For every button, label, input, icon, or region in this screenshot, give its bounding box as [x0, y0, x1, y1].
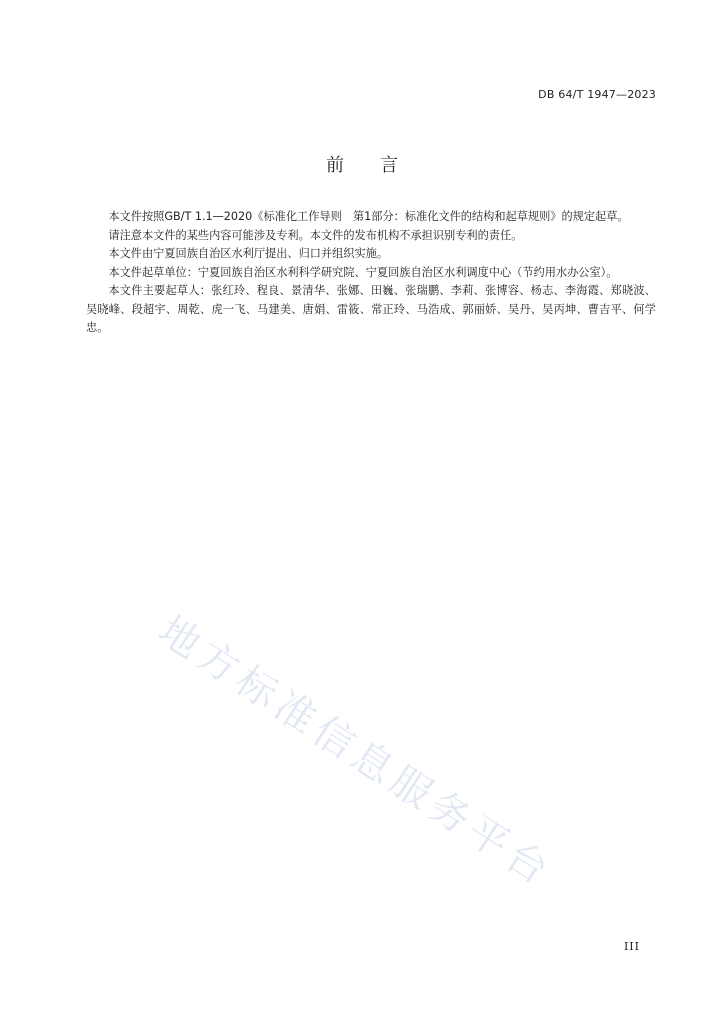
foreword-body: [86, 208, 656, 338]
paragraph-patent-notice: 请注意本文件的某些内容可能涉及专利。本文件的发布机构不承担识别专利的责任。: [108, 228, 523, 242]
page-title: 前言: [326, 155, 434, 176]
paragraph-drafters: 本文件主要起草人：张红玲、程良、景清华、张娜、田巍、张瑞鹏、李莉、张博容、杨志、李海霞、郑晓波、吴晓峰、段超宇、周乾、虎一飞、马建美、唐娟、雷筱、常正玲、马浩成、郭丽娇、吴丹、吴丙坤、曹吉平、何学忠。: [86, 284, 656, 334]
paragraph-drafting-units: 本文件起草单位：宁夏回族自治区水利科学研究院、宁夏回族自治区水利调度中心（节约用水办公室）。: [108, 265, 618, 279]
paragraph-drafting-rules: 本文件按照GB/T 1.1—2020《标准化工作导则 第1部分：标准化文件的结构和起草规则》的规定起草。: [108, 210, 629, 223]
watermark-text: 地方标准信息服务平台: [150, 607, 561, 897]
paragraph-proposer: 本文件由宁夏回族自治区水利厅提出、归口并组织实施。: [108, 247, 389, 260]
document-code: DB 64/T 1947—2023: [538, 88, 656, 101]
page-number: III: [623, 940, 640, 953]
